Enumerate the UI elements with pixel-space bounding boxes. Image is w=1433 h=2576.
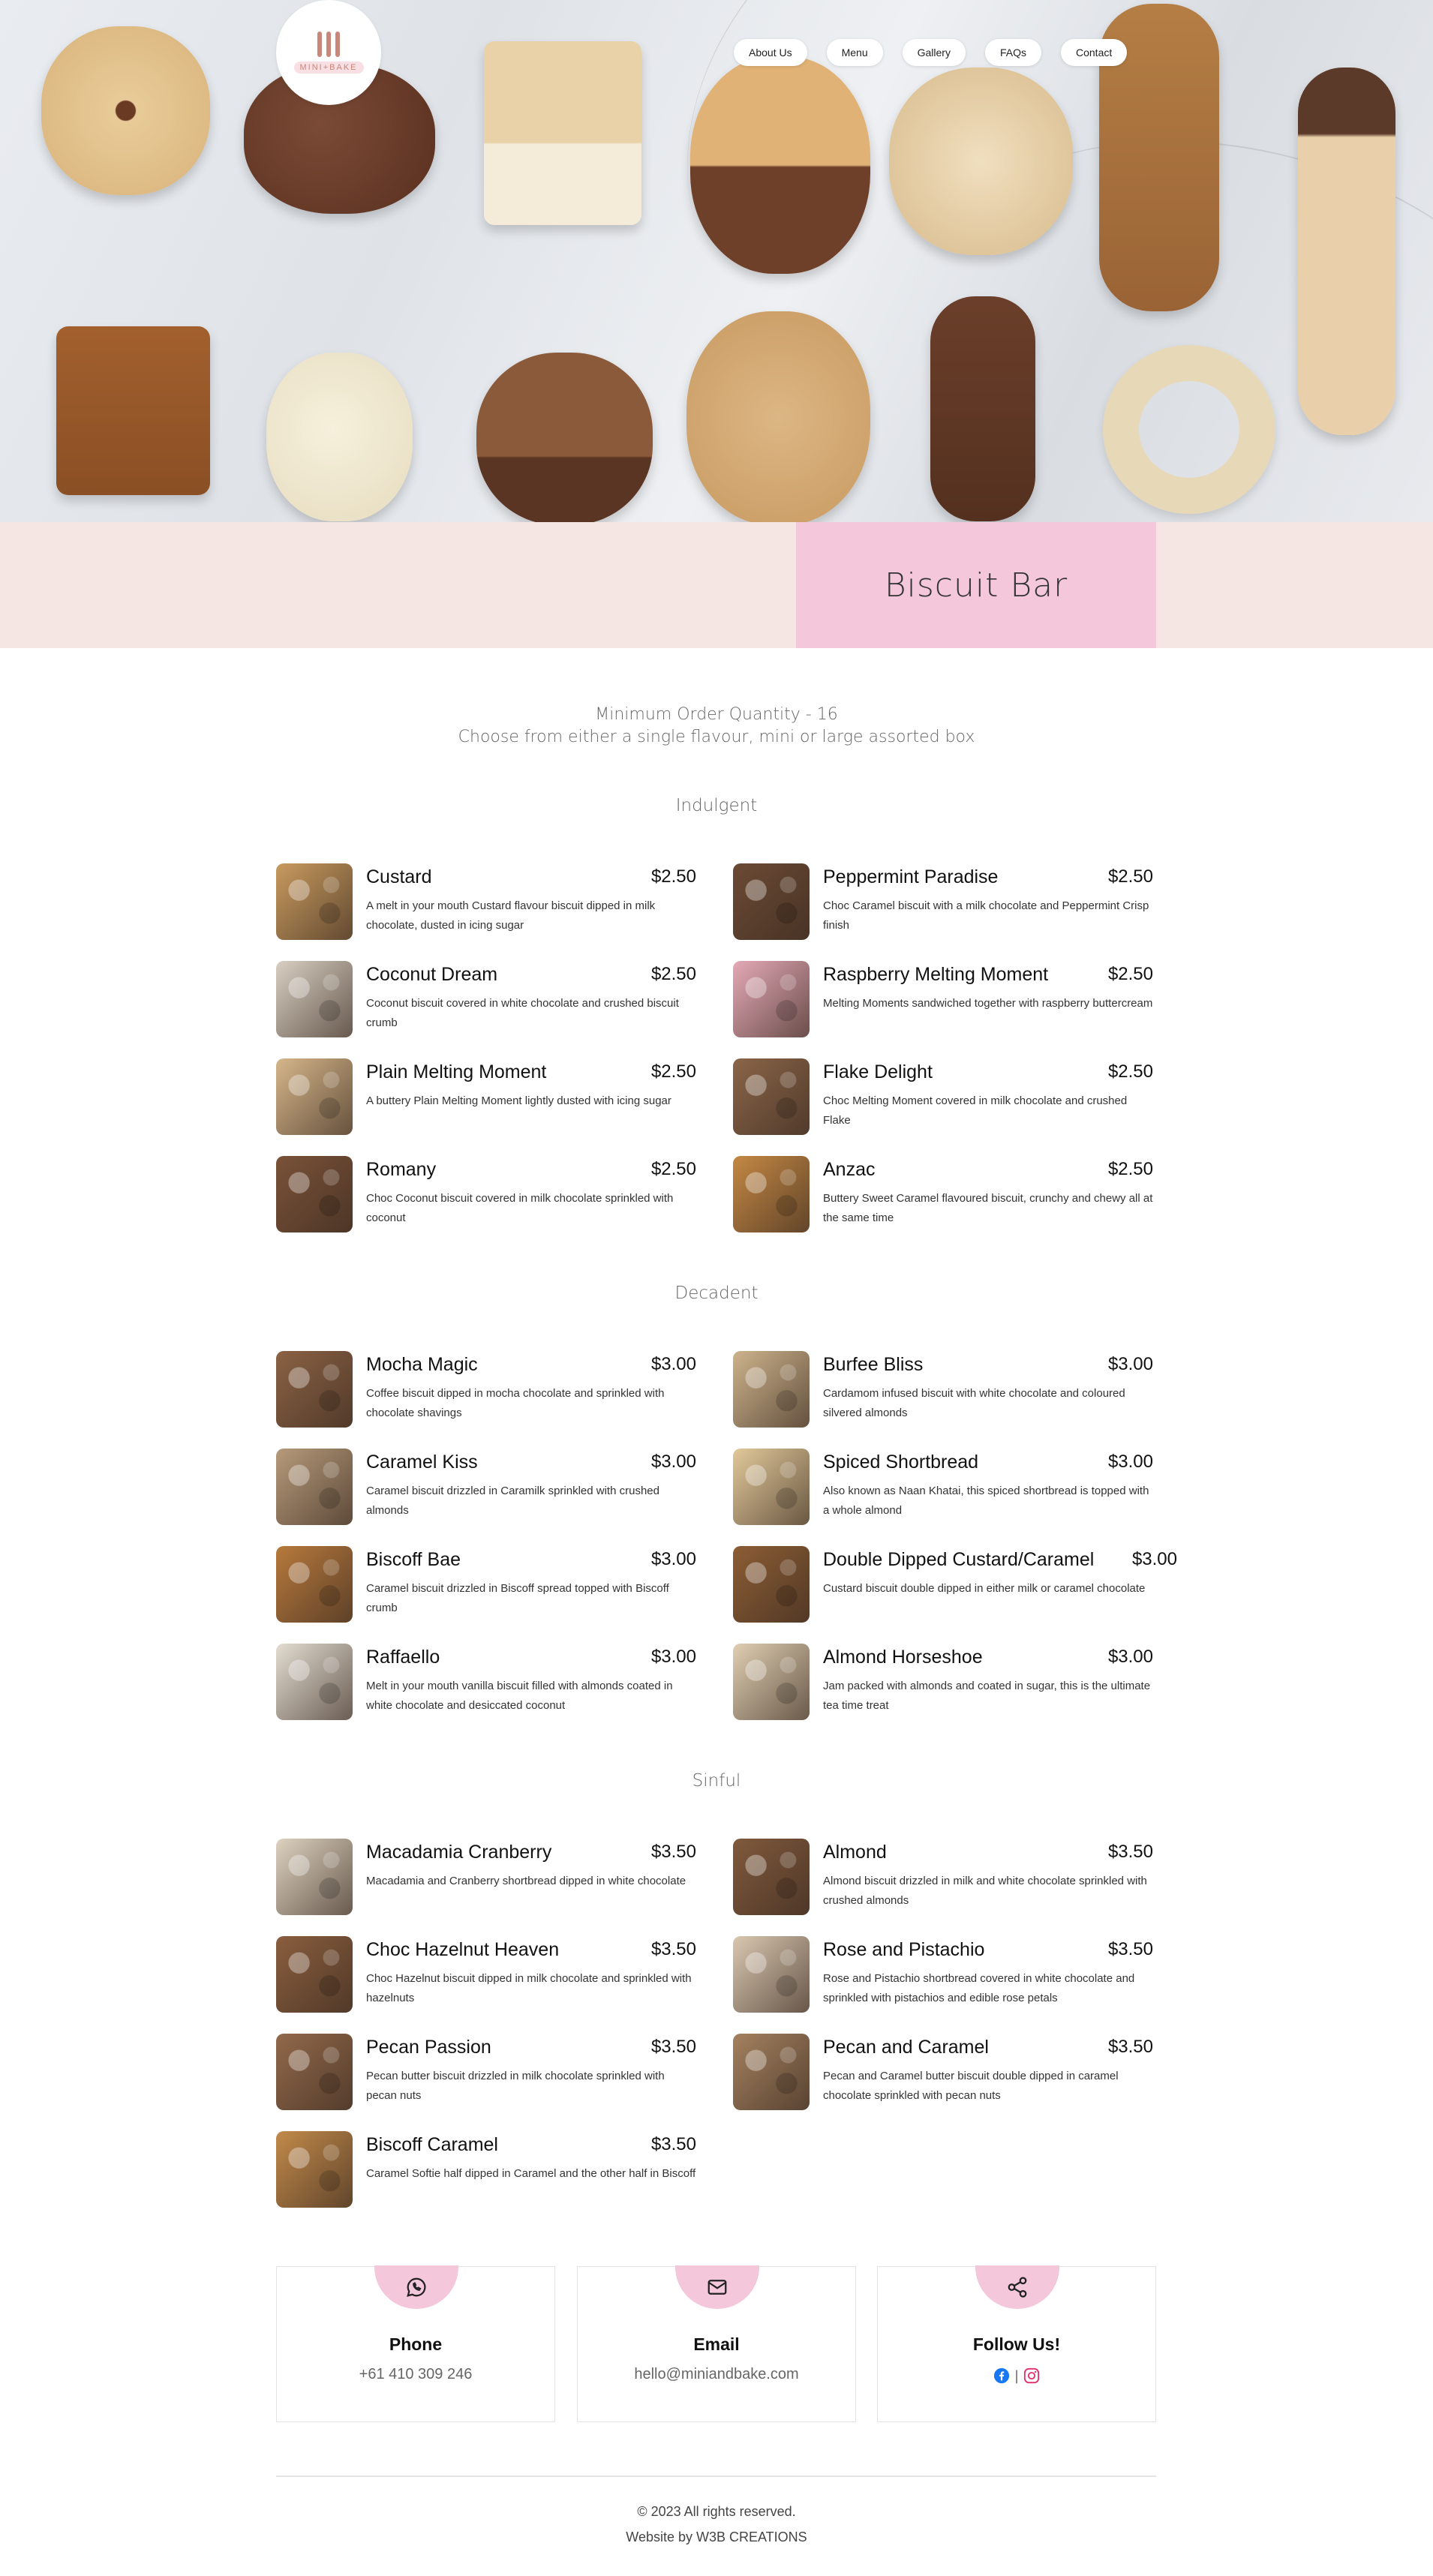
menu-item [276,1156,696,1234]
menu-item-photo[interactable] [733,1058,810,1135]
menu-item-name: Spiced Shortbread [823,1452,979,1473]
menu-item-price: $3.00 [1107,1452,1153,1472]
menu-item [276,1058,696,1136]
menu-item-price: $3.50 [1107,1842,1153,1862]
section-heading: Indulgent [675,796,758,815]
menu-item [733,1449,1153,1527]
menu-item-name: Romany [366,1159,437,1180]
copyright-text: © 2023 All rights reserved. [637,2504,796,2519]
menu-item-name: Rose and Pistachio [823,1939,985,1960]
biscuit-photo [1298,68,1395,435]
menu-item-photo[interactable] [733,1936,810,2013]
contact-card-phone [276,2266,555,2422]
menu-item-name: Plain Melting Moment [366,1061,547,1082]
social-separator: | [1014,2367,1020,2384]
menu-item-price: $2.50 [650,866,696,887]
menu-item-price: $3.00 [1107,1647,1153,1667]
menu-item-description: Caramel biscuit drizzled in Biscoff spread topped with Biscoff crumb [366,1582,669,1614]
menu-item [276,1546,696,1624]
biscuit-photo [889,68,1073,255]
menu-item-name: Pecan and Caramel [823,2037,989,2058]
biscuit-photo [930,296,1035,521]
menu-item-name: Macadamia Cranberry [366,1842,552,1863]
menu-item-photo[interactable] [733,2034,810,2110]
menu-item-description: Choc Coconut biscuit covered in milk chocolate sprinkled with coconut [366,1192,674,1224]
menu-item [733,1839,1153,1917]
email-label: Email [693,2334,740,2354]
menu-item-name: Caramel Kiss [366,1452,478,1473]
menu-item-name: Peppermint Paradise [823,866,999,887]
menu-item-name: Biscoff Caramel [366,2134,498,2155]
nav-gallery[interactable]: Gallery [903,39,966,66]
menu-item-price: $2.50 [1107,1159,1153,1179]
menu-item-description: A melt in your mouth Custard flavour biscuit dipped in milk chocolate, dusted in icing sugar [366,899,656,932]
share-icon [975,2265,1059,2309]
menu-item [276,2131,696,2209]
menu-item-photo[interactable] [276,1839,353,1915]
menu-item-price: $2.50 [1107,1061,1153,1082]
section-heading: Sinful [692,1771,741,1791]
menu-item-description: A buttery Plain Melting Moment lightly dusted with icing sugar [366,1094,671,1107]
menu-item-photo[interactable] [276,1644,353,1720]
credit-link[interactable]: Website by W3B CREATIONS [626,2529,807,2544]
menu-item-description: Caramel Softie half dipped in Caramel and the other half in Biscoff [366,2167,696,2180]
menu-item-name: Choc Hazelnut Heaven [366,1939,560,1960]
menu-item-name: Raffaello [366,1647,440,1668]
menu-item-price: $3.50 [650,2134,696,2154]
biscuit-photo [56,326,210,495]
biscuit-photo [690,56,870,274]
menu-item-photo[interactable] [276,863,353,940]
menu-item-price: $2.50 [650,964,696,984]
menu-item [733,1936,1153,2014]
menu-item-price: $3.00 [1131,1549,1177,1569]
phone-label: Phone [389,2334,443,2354]
menu-item-price: $2.50 [650,1159,696,1179]
facebook-icon[interactable] [993,2367,1010,2384]
page-title: Biscuit Bar [884,566,1068,605]
social-links [878,2367,1155,2384]
menu-item-name: Raspberry Melting Moment [823,964,1049,985]
menu-item-photo[interactable] [733,1546,810,1623]
menu-item [276,2034,696,2112]
social-label: Follow Us! [972,2334,1061,2354]
menu-item-description: Almond biscuit drizzled in milk and white chocolate sprinkled with crushed almonds [823,1875,1147,1907]
menu-item-name: Flake Delight [823,1061,933,1082]
menu-item-price: $3.50 [650,1939,696,1959]
menu-item-description: Also known as Naan Khatai, this spiced shortbread is topped with a whole almond [823,1485,1149,1517]
menu-item [276,961,696,1039]
menu-item-description: Custard biscuit double dipped in either milk or caramel chocolate [823,1582,1146,1595]
menu-item [276,863,696,941]
menu-item-name: Almond Horseshoe [823,1647,983,1668]
menu-item-price: $3.00 [650,1452,696,1472]
menu-item-price: $2.50 [1107,964,1153,984]
contact-card-email [577,2266,856,2422]
hero-image [0,0,1433,522]
biscuit-photo [484,41,641,225]
menu-item-price: $2.50 [1107,866,1153,887]
section-heading: Decadent [674,1283,759,1303]
nav-contact[interactable]: Contact [1061,39,1127,66]
menu-item-photo[interactable] [276,2034,353,2110]
menu-item-description: Coconut biscuit covered in white chocolate and crushed biscuit crumb [366,997,679,1029]
biscuit-photo [266,353,413,521]
menu-item-photo[interactable] [276,1546,353,1623]
menu-item-photo[interactable] [276,1449,353,1525]
choose-text: Choose from either a single flavour, mini or large assorted box [458,728,975,746]
main-nav [734,39,1127,66]
menu-item-price: $3.50 [1107,1939,1153,1959]
min-order-text: Minimum Order Quantity - 16 [595,705,838,724]
phone-number[interactable]: +61 410 309 246 [359,2366,473,2382]
biscuit-photo [41,26,210,195]
menu-item-photo[interactable] [276,961,353,1037]
biscuit-photo [1103,345,1275,514]
email-address[interactable]: hello@miniandbake.com [634,2366,799,2382]
menu-item-photo[interactable] [733,1351,810,1428]
menu-item-description: Buttery Sweet Caramel flavoured biscuit, crunchy and chewy all at the same time [823,1192,1153,1224]
menu-item-description: Choc Melting Moment covered in milk chocolate and crushed Flake [823,1094,1128,1127]
biscuit-photo [476,353,653,522]
menu-item-name: Biscoff Bae [366,1549,461,1570]
menu-item [733,1058,1153,1136]
menu-item [276,1839,696,1917]
menu-intro [0,704,1433,749]
menu-item-name: Burfee Bliss [823,1354,924,1375]
menu-item-price: $3.50 [650,2037,696,2057]
menu-item [733,863,1153,941]
menu-item-photo[interactable] [733,1644,810,1720]
menu-item-description: Pecan butter biscuit drizzled in milk chocolate sprinkled with pecan nuts [366,2070,665,2102]
menu-item [733,2034,1153,2112]
menu-item [276,1644,696,1722]
menu-item-description: Caramel biscuit drizzled in Caramilk sprinkled with crushed almonds [366,1485,659,1517]
menu-item-description: Choc Hazelnut biscuit dipped in milk chocolate and sprinkled with hazelnuts [366,1972,692,2004]
menu-item [733,1546,1177,1624]
nav-menu[interactable]: Menu [827,39,883,66]
menu-item-price: $3.00 [650,1647,696,1667]
menu-item-description: Choc Caramel biscuit with a milk chocolate and Peppermint Crisp finish [823,899,1149,932]
menu-item-photo[interactable] [733,863,810,940]
envelope-icon [675,2265,759,2309]
utensils-icon [317,32,340,57]
menu-item [733,1644,1153,1722]
menu-item-price: $3.50 [650,1842,696,1862]
menu-item-name: Almond [823,1842,887,1863]
menu-item-price: $3.00 [650,1354,696,1374]
menu-item-description: Coffee biscuit dipped in mocha chocolate and sprinkled with chocolate shavings [366,1387,665,1419]
menu-item-name: Pecan Passion [366,2037,491,2058]
nav-faqs[interactable]: FAQs [985,39,1041,66]
menu-item-photo[interactable] [733,1156,810,1232]
menu-item [276,1351,696,1429]
menu-item-photo[interactable] [276,1351,353,1428]
logo-text: MINI+BAKE [294,62,364,74]
menu-item-description: Melt in your mouth vanilla biscuit filled with almonds coated in white chocolate and desiccated coconut [366,1680,673,1712]
menu-item-price: $3.00 [650,1549,696,1569]
instagram-icon[interactable] [1023,2367,1040,2384]
menu-item-description: Jam packed with almonds and coated in sugar, this is the ultimate tea time treat [823,1680,1151,1712]
menu-item-price: $3.00 [1107,1354,1153,1374]
menu-item-photo[interactable] [276,1936,353,2013]
menu-item-photo[interactable] [733,1449,810,1525]
menu-item-description: Cardamom infused biscuit with white chocolate and coloured silvered almonds [823,1387,1125,1419]
menu-item-photo[interactable] [276,1058,353,1135]
menu-item-name: Coconut Dream [366,964,498,985]
footer-divider [276,2475,1156,2477]
menu-item [276,1936,696,2014]
menu-item-price: $2.50 [650,1061,696,1082]
menu-item [733,961,1153,1039]
menu-item-name: Double Dipped Custard/Caramel [823,1549,1095,1570]
menu-item-photo[interactable] [276,1156,353,1232]
menu-item-price: $3.50 [1107,2037,1153,2057]
menu-item-name: Custard [366,866,432,887]
menu-item-name: Anzac [823,1159,876,1180]
menu-item-name: Mocha Magic [366,1354,478,1375]
menu-item-description: Melting Moments sandwiched together with raspberry buttercream [823,997,1153,1010]
banner-title-box [796,522,1156,648]
nav-about-us[interactable]: About Us [734,39,807,66]
page-banner [0,522,1433,648]
menu-item [733,1351,1153,1429]
menu-item-photo[interactable] [276,2131,353,2208]
whatsapp-icon [374,2265,458,2309]
menu-item-description: Pecan and Caramel butter biscuit double dipped in caramel chocolate sprinkled with pecan nuts [823,2070,1119,2102]
menu-item-photo[interactable] [733,961,810,1037]
menu-item-description: Macadamia and Cranberry shortbread dipped in white chocolate [366,1875,686,1887]
menu-item [733,1156,1153,1234]
biscuit-photo [686,311,870,522]
contact-card-social [877,2266,1156,2422]
menu-item-photo[interactable] [733,1839,810,1915]
brand-logo[interactable] [276,0,381,105]
menu-item-description: Rose and Pistachio shortbread covered in white chocolate and sprinkled with pistachios and edible rose petals [823,1972,1135,2004]
menu-item [276,1449,696,1527]
